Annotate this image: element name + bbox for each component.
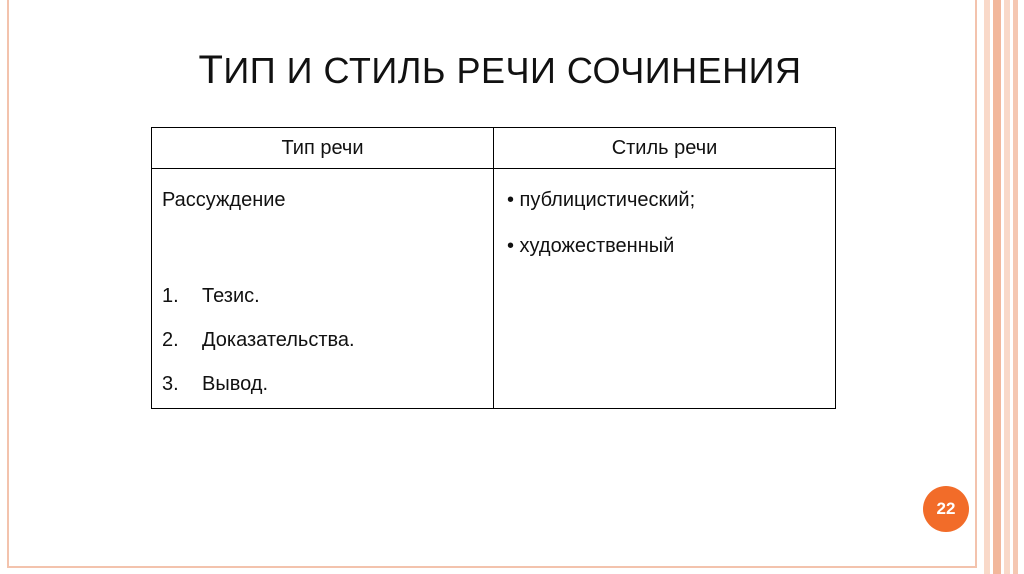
table-column-divider — [493, 128, 494, 408]
list-item-number: 2. — [162, 329, 179, 351]
list-item-number: 1. — [162, 285, 179, 307]
list-item-number: 3. — [162, 373, 179, 395]
list-item-text: Тезис. — [202, 285, 260, 307]
list-item-text: Доказательства. — [202, 329, 355, 351]
list-item — [162, 285, 260, 308]
title-first-letter: Т — [198, 48, 224, 92]
table-header-type: Тип речи — [281, 137, 364, 159]
content-table — [151, 127, 836, 409]
style-list-item: • художественный — [507, 235, 675, 257]
title-rest: ИП И СТИЛЬ РЕЧИ СОЧИНЕНИЯ — [223, 50, 802, 91]
style-list-item: • публицистический; — [507, 189, 696, 211]
decorative-stripe — [1013, 0, 1018, 574]
page-number-badge: 22 — [923, 486, 969, 532]
speech-type-heading: Рассуждение — [162, 189, 286, 211]
list-item-text: Вывод. — [202, 373, 269, 395]
decorative-stripe — [1004, 0, 1010, 574]
table-header-style: Стиль речи — [611, 137, 718, 159]
table-header-divider — [152, 168, 835, 169]
slide-title — [0, 48, 1000, 93]
list-item — [162, 329, 355, 352]
list-item — [162, 373, 268, 396]
